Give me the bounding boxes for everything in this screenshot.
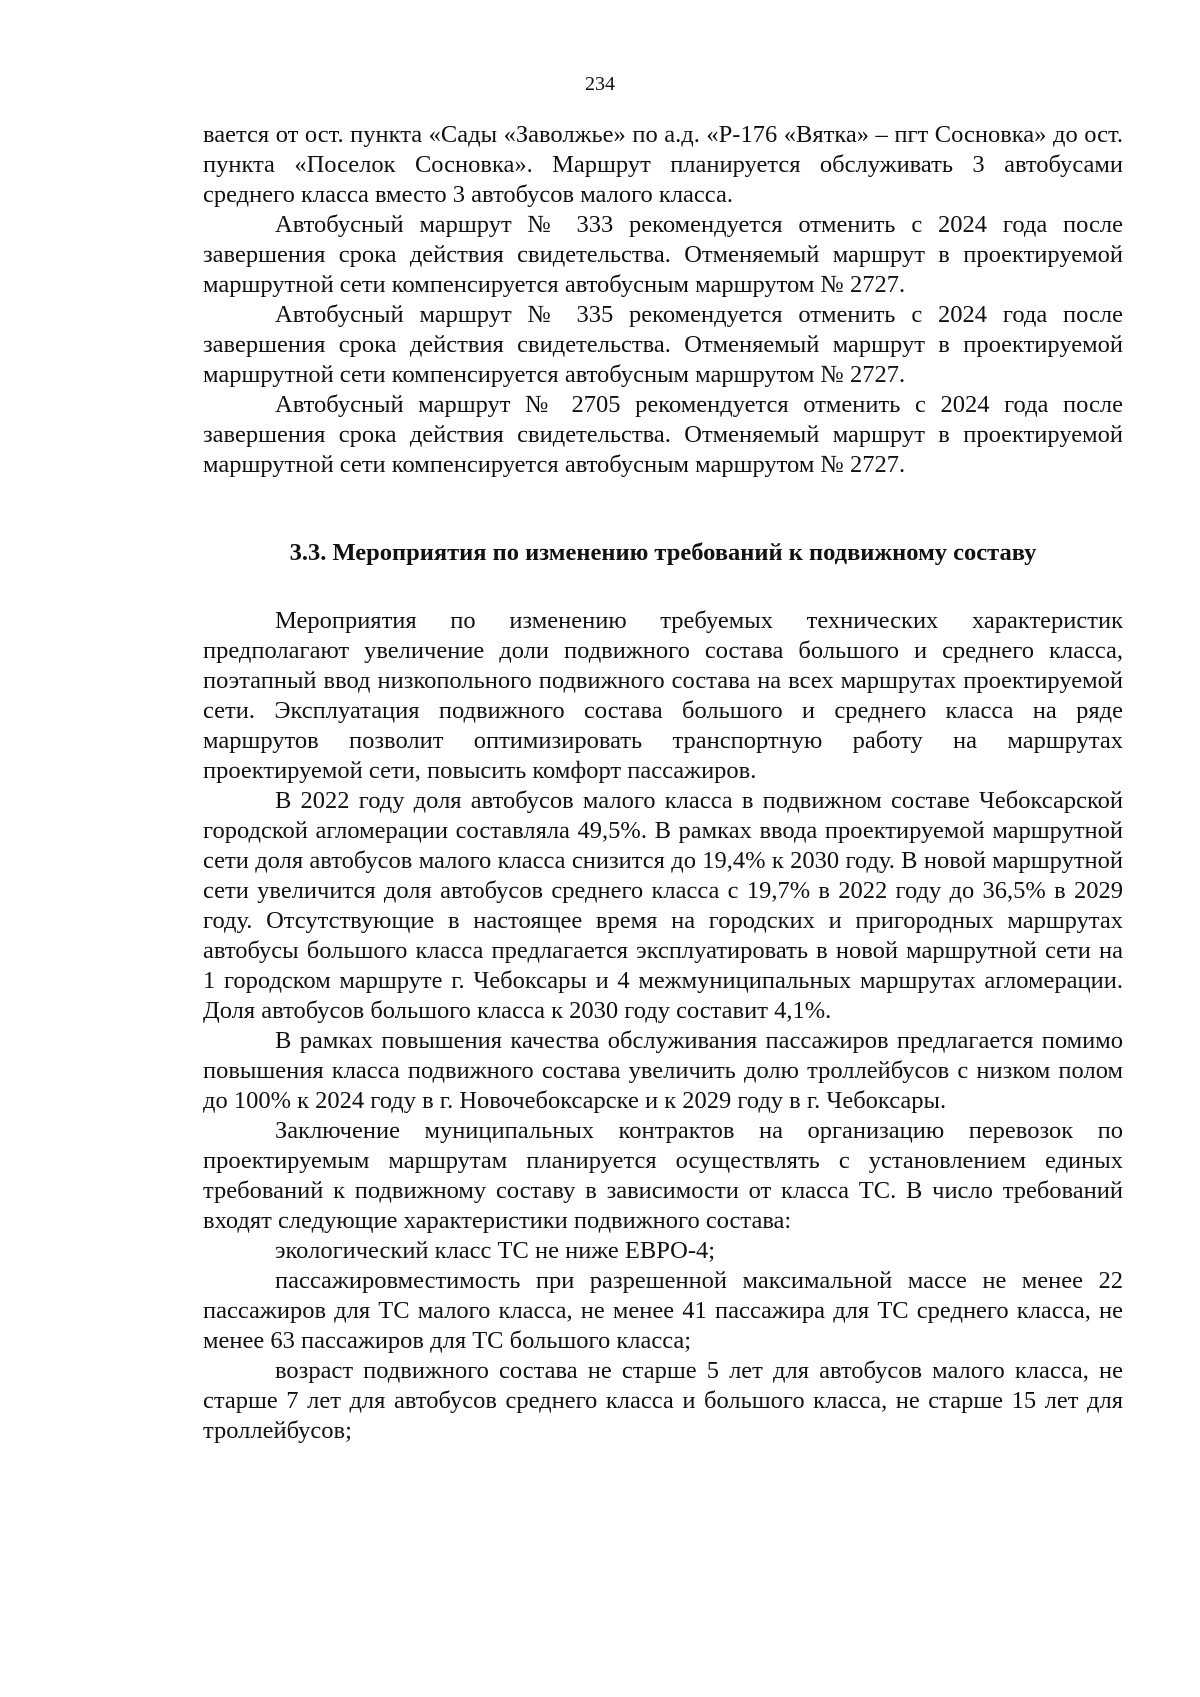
list-item-capacity: пассажировместимость при разрешенной максимальной массе не менее 22 пассажиров для ТС малого класса, не менее 41 пассажира для ТС среднего класса, не менее 63 пассажиров для ТС большого класса; [203, 1267, 1123, 1354]
page-number: 234 [585, 73, 615, 95]
paragraphs-after-heading [203, 606, 1123, 1446]
paragraphs-before-heading [203, 120, 1123, 480]
paragraph-measures: Мероприятия по изменению требуемых технических характеристик предполагают увеличение доли подвижного состава большого и среднего класса, поэтапный ввод низкопольного подвижного состава на всех маршрутах проектируемой сети. Эксплуатация подвижного состава большого и среднего класса на ряде маршрутов позволит оптимизировать транспортную работу на маршрутах проектируемой сети, повысить комфорт пассажиров. [203, 607, 1123, 784]
document-body [203, 120, 1123, 1446]
paragraph-route-2705: Автобусный маршрут № 2705 рекомендуется отменить с 2024 года после завершения срока действия свидетельства. Отменяемый маршрут в проектируемой маршрутной сети компенсируется автобусным маршрутом № 2727. [203, 391, 1123, 478]
paragraph-trolleybus: В рамках повышения качества обслуживания пассажиров предлагается помимо повышения класса подвижного состава увеличить долю троллейбусов с низком полом до 100% к 2024 году в г. Новочебоксарске и к 2029 году в г. Чебоксары. [203, 1027, 1123, 1114]
paragraph-route-333: Автобусный маршрут № 333 рекомендуется отменить с 2024 года после завершения срока действия свидетельства. Отменяемый маршрут в проектируемой маршрутной сети компенсируется автобусным маршрутом № 2727. [203, 211, 1123, 298]
paragraph-bus-share: В 2022 году доля автобусов малого класса в подвижном составе Чебоксарской городской агломерации составляла 49,5%. В рамках ввода проектируемой маршрутной сети доля автобусов малого класса снизится до 19,4% к 2030 году. В новой маршрутной сети увеличится доля автобусов среднего класса с 19,7% в 2022 году до 36,5% в 2029 году. Отсутствующие в настоящее время на городских и пригородных маршрутах автобусы большого класса предлагается эксплуатировать в новой маршрутной сети на 1 городском маршруте г. Чебоксары и 4 межмуниципальных маршрутах агломерации. Доля автобусов большого класса к 2030 году составит 4,1%. [203, 787, 1123, 1024]
list-item-eco-class: экологический класс ТС не ниже ЕВРО-4; [275, 1237, 716, 1264]
list-item-vehicle-age: возраст подвижного состава не старше 5 лет для автобусов малого класса, не старше 7 лет для автобусов среднего класса и большого класса, не старше 15 лет для троллейбусов; [203, 1357, 1123, 1444]
paragraph-contracts: Заключение муниципальных контрактов на организацию перевозок по проектируемым маршрутам планируется осуществлять с установлением единых требований к подвижному составу в зависимости от класса ТС. В число требований входят следующие характеристики подвижного состава: [203, 1117, 1123, 1234]
paragraph-route-335: Автобусный маршрут № 335 рекомендуется отменить с 2024 года после завершения срока действия свидетельства. Отменяемый маршрут в проектируемой маршрутной сети компенсируется автобусным маршрутом № 2727. [203, 301, 1123, 388]
section-heading: 3.3. Мероприятия по изменению требований к подвижному составу [289, 539, 1037, 566]
heading-spacer [203, 568, 1123, 606]
paragraph-continuation: вается от ост. пункта «Сады «Заволжье» по а.д. «Р-176 «Вятка» – пгт Сосновка» до ост. пункта «Поселок Сосновка». Маршрут планируется обслуживать 3 автобусами среднего класса вместо 3 автобусов малого класса. [203, 121, 1123, 208]
